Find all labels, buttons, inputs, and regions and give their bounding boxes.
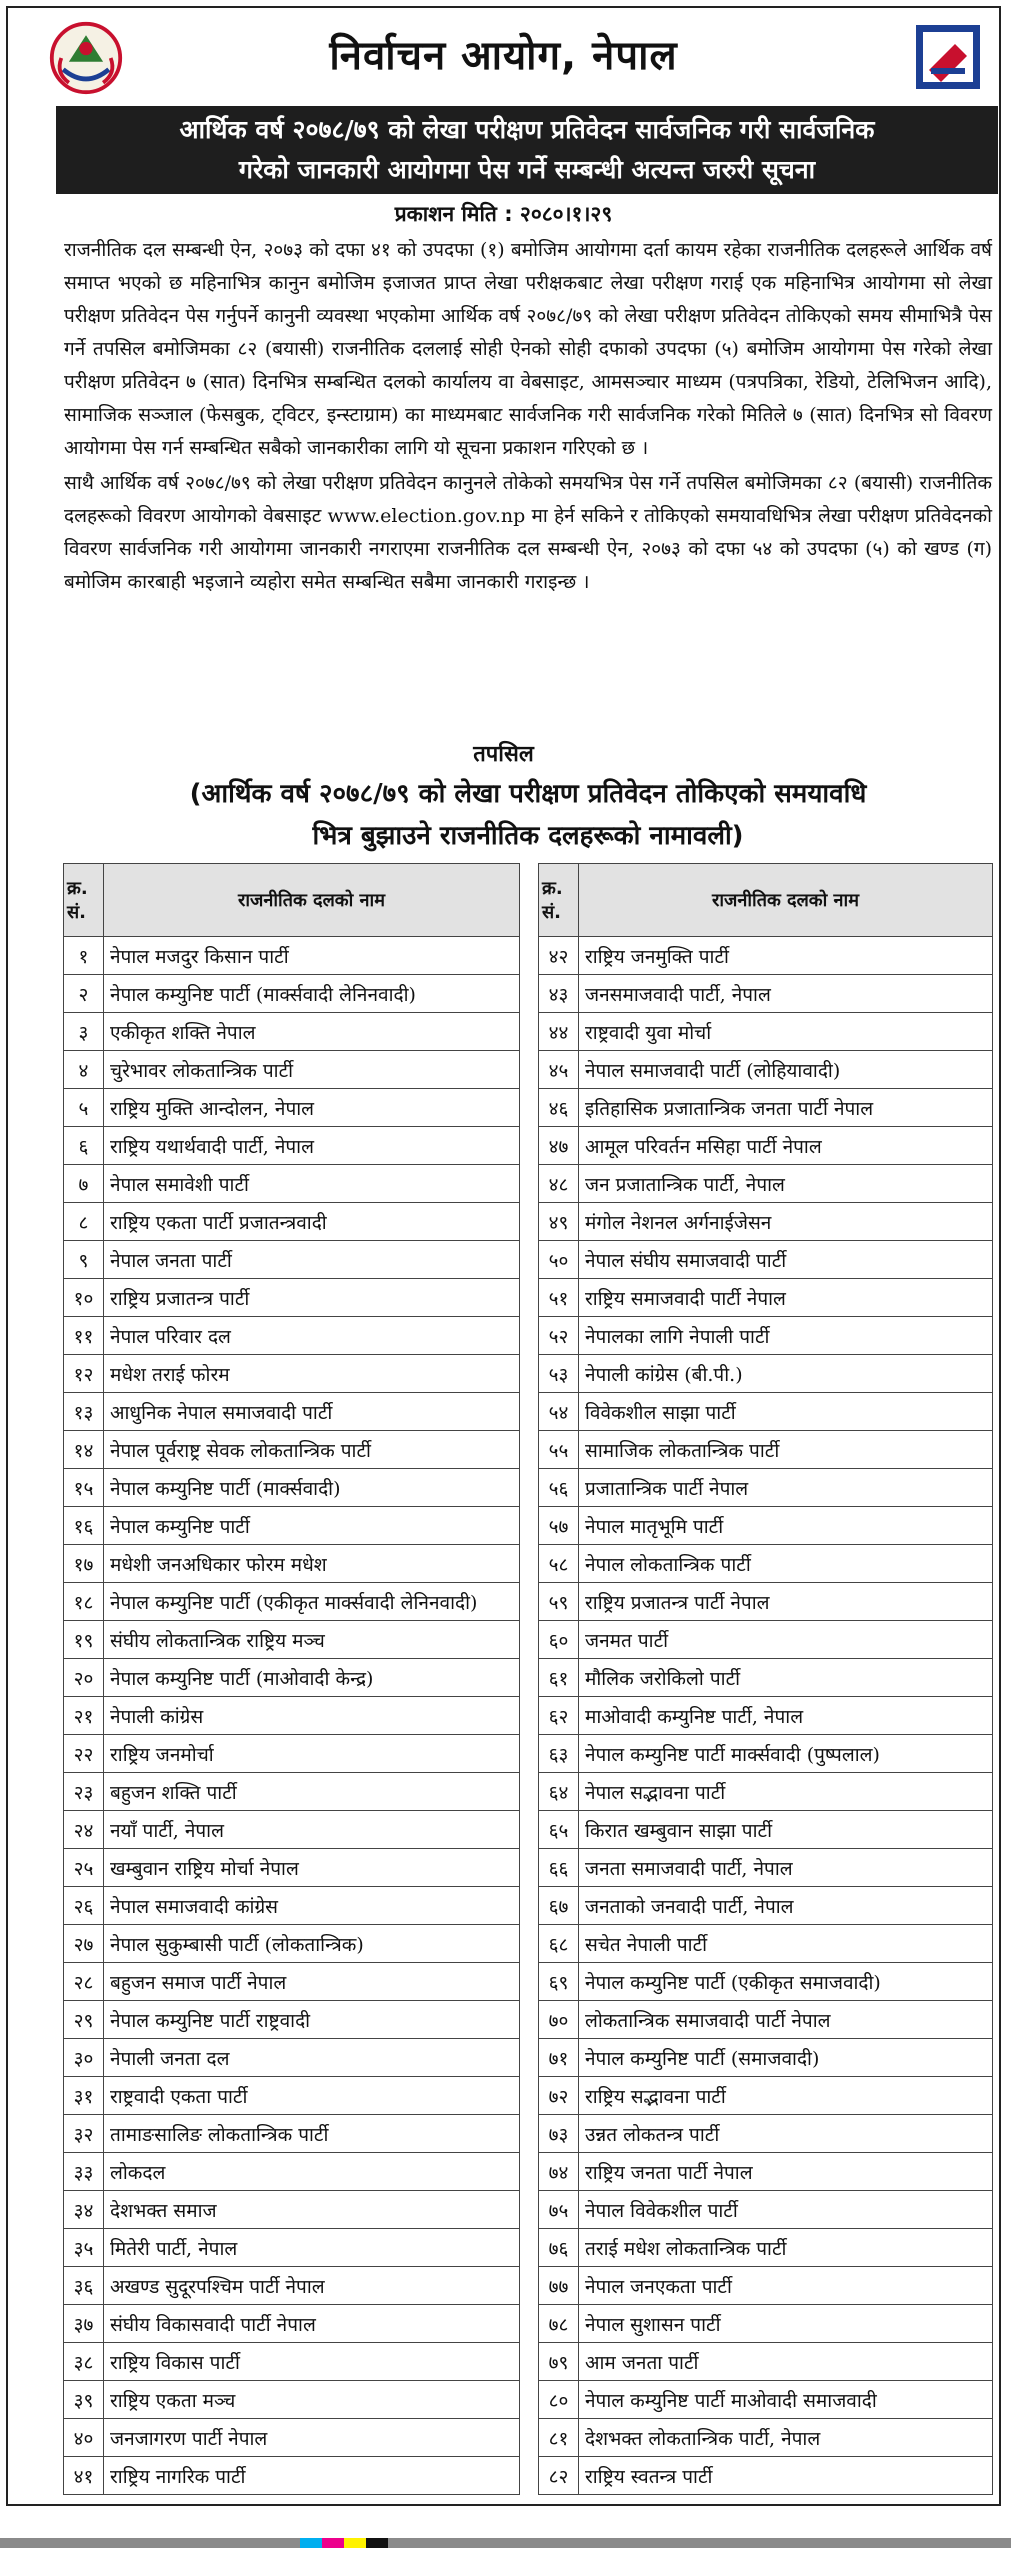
party-name: तराई मधेश लोकतान्त्रिक पार्टी (579, 2229, 993, 2267)
row-serial-number: ६० (539, 1621, 579, 1659)
row-serial-number: १८ (64, 1583, 104, 1621)
party-name: नेपाल लोकतान्त्रिक पार्टी (579, 1545, 993, 1583)
party-name: नेपाल समाजवादी कांग्रेस (104, 1887, 520, 1925)
table-row (539, 1887, 993, 1925)
row-serial-number: ३३ (64, 2153, 104, 2191)
table-row (64, 1735, 520, 1773)
row-serial-number: ६६ (539, 1849, 579, 1887)
table-row (539, 2229, 993, 2267)
row-serial-number: ३ (64, 1013, 104, 1051)
row-serial-number: ६८ (539, 1925, 579, 1963)
table-row (64, 1355, 520, 1393)
row-serial-number: ७७ (539, 2267, 579, 2305)
table-row (64, 1089, 520, 1127)
row-serial-number: ४ (64, 1051, 104, 1089)
party-name: लोकतान्त्रिक समाजवादी पार्टी नेपाल (579, 2001, 993, 2039)
banner-line-2: गरेको जानकारी आयोगमा पेस गर्ने सम्बन्धी अत्यन्त जरुरी सूचना (238, 155, 816, 184)
row-serial-number: १ (64, 937, 104, 975)
party-name: चुरेभावर लोकतान्त्रिक पार्टी (104, 1051, 520, 1089)
table-row (64, 1811, 520, 1849)
row-serial-number: ६ (64, 1127, 104, 1165)
banner-line-1: आर्थिक वर्ष २०७८/७९ को लेखा परीक्षण प्रतिवेदन सार्वजनिक गरी सार्वजनिक (179, 115, 875, 144)
table-row (64, 2267, 520, 2305)
party-name: नेपाल पूर्वराष्ट्र सेवक लोकतान्त्रिक पार्टी (104, 1431, 520, 1469)
row-serial-number: ६१ (539, 1659, 579, 1697)
table-row (539, 1355, 993, 1393)
party-name: जनसमाजवादी पार्टी, नेपाल (579, 975, 993, 1013)
party-name: राष्ट्रिय नागरिक पार्टी (104, 2457, 520, 2495)
party-name: नेपालका लागि नेपाली पार्टी (579, 1317, 993, 1355)
party-name: देशभक्त समाज (104, 2191, 520, 2229)
row-serial-number: ५१ (539, 1279, 579, 1317)
table-row (539, 1279, 993, 1317)
party-name: मंगोल नेशनल अर्गनाईजेसन (579, 1203, 993, 1241)
party-name: नेपाल सुशासन पार्टी (579, 2305, 993, 2343)
party-table-left-body (64, 937, 520, 2495)
table-row (64, 1545, 520, 1583)
table-row (539, 1051, 993, 1089)
table-row (539, 1773, 993, 1811)
row-serial-number: २५ (64, 1849, 104, 1887)
row-serial-number: ४६ (539, 1089, 579, 1127)
schedule-label: तपसिल (473, 742, 534, 767)
party-name: राष्ट्रिय प्रजातन्त्र पार्टी (104, 1279, 520, 1317)
table-row (64, 1849, 520, 1887)
party-name: नेपाल कम्युनिष्ट पार्टी (104, 1507, 520, 1545)
row-serial-number: ७६ (539, 2229, 579, 2267)
table-row (64, 1431, 520, 1469)
row-serial-number: १७ (64, 1545, 104, 1583)
table-row (539, 1089, 993, 1127)
party-name: नेपाल संघीय समाजवादी पार्टी (579, 1241, 993, 1279)
table-row (539, 1925, 993, 1963)
table-row (539, 2267, 993, 2305)
col-header-sn (64, 864, 104, 937)
row-serial-number: २ (64, 975, 104, 1013)
party-name: आधुनिक नेपाल समाजवादी पार्टी (104, 1393, 520, 1431)
table-row (539, 2039, 993, 2077)
party-name: नेपाल कम्युनिष्ट पार्टी (मार्क्सवादी लेनिनवादी) (104, 975, 520, 1013)
party-name: मितेरी पार्टी, नेपाल (104, 2229, 520, 2267)
row-serial-number: १६ (64, 1507, 104, 1545)
party-name: नेपाल कम्युनिष्ट पार्टी मार्क्सवादी (पुष्पलाल) (579, 1735, 993, 1773)
party-name: जनजागरण पार्टी नेपाल (104, 2419, 520, 2457)
row-serial-number: ५४ (539, 1393, 579, 1431)
table-row (64, 1621, 520, 1659)
notice-frame (6, 6, 1001, 2506)
color-swatch (366, 2538, 388, 2548)
table-row (539, 1241, 993, 1279)
row-serial-number: ४० (64, 2419, 104, 2457)
party-name: प्रजातान्त्रिक पार्टी नेपाल (579, 1469, 993, 1507)
table-row (539, 2191, 993, 2229)
masthead (8, 8, 999, 106)
party-name: नेपाल विवेकशील पार्टी (579, 2191, 993, 2229)
party-name: राष्ट्रिय जनता पार्टी नेपाल (579, 2153, 993, 2191)
col-header-name: राजनीतिक दलको नाम (104, 864, 520, 937)
party-name: बहुजन समाज पार्टी नेपाल (104, 1963, 520, 2001)
table-row (64, 1013, 520, 1051)
party-name: अखण्ड सुदूरपश्चिम पार्टी नेपाल (104, 2267, 520, 2305)
table-row (64, 2457, 520, 2495)
party-name: नेपाल कम्युनिष्ट पार्टी (एकीकृत समाजवादी) (579, 1963, 993, 2001)
row-serial-number: ७३ (539, 2115, 579, 2153)
table-row (539, 1545, 993, 1583)
row-serial-number: ८० (539, 2381, 579, 2419)
table-row (64, 1963, 520, 2001)
row-serial-number: ७ (64, 1165, 104, 1203)
row-serial-number: ५० (539, 1241, 579, 1279)
table-row (539, 1583, 993, 1621)
party-name: इतिहासिक प्रजातान्त्रिक जनता पार्टी नेपाल (579, 1089, 993, 1127)
party-name: नेपाल सुकुम्बासी पार्टी (लोकतान्त्रिक) (104, 1925, 520, 1963)
party-name: मधेश तराई फोरम (104, 1355, 520, 1393)
table-row (539, 1849, 993, 1887)
color-swatch (322, 2538, 344, 2548)
party-name: राष्ट्रिय सद्भावना पार्टी (579, 2077, 993, 2115)
notice-banner (56, 106, 998, 194)
row-serial-number: ४७ (539, 1127, 579, 1165)
table-row (64, 1241, 520, 1279)
table-row (539, 1659, 993, 1697)
schedule-heading (68, 773, 988, 857)
table-row (64, 2153, 520, 2191)
party-name: किरात खम्बुवान साझा पार्टी (579, 1811, 993, 1849)
party-name: नेपाल जनता पार्टी (104, 1241, 520, 1279)
col-header-sn-line-2: सं. (542, 902, 562, 923)
party-name: नेपाल कम्युनिष्ट पार्टी माओवादी समाजवादी (579, 2381, 993, 2419)
row-serial-number: ३४ (64, 2191, 104, 2229)
table-row (64, 1393, 520, 1431)
row-serial-number: ३७ (64, 2305, 104, 2343)
table-row (539, 1811, 993, 1849)
row-serial-number: ५५ (539, 1431, 579, 1469)
party-name: मौलिक जरोकिलो पार्टी (579, 1659, 993, 1697)
party-name: नेपाली कांग्रेस (104, 1697, 520, 1735)
print-color-bar (0, 2538, 1011, 2548)
row-serial-number: १० (64, 1279, 104, 1317)
table-row (539, 937, 993, 975)
party-name: लोकदल (104, 2153, 520, 2191)
party-table-right (538, 863, 993, 2495)
party-name: राष्ट्रवादी युवा मोर्चा (579, 1013, 993, 1051)
row-serial-number: ३१ (64, 2077, 104, 2115)
table-row (539, 2115, 993, 2153)
party-name: संघीय लोकतान्त्रिक राष्ट्रिय मञ्च (104, 1621, 520, 1659)
table-row (64, 1165, 520, 1203)
row-serial-number: ५८ (539, 1545, 579, 1583)
party-name: नेपाली कांग्रेस (बी.पी.) (579, 1355, 993, 1393)
color-swatch (300, 2538, 322, 2548)
party-name: नेपाल जनएकता पार्टी (579, 2267, 993, 2305)
row-serial-number: ११ (64, 1317, 104, 1355)
party-name: जनता समाजवादी पार्टी, नेपाल (579, 1849, 993, 1887)
org-title: निर्वाचन आयोग, नेपाल (329, 33, 678, 79)
row-serial-number: २३ (64, 1773, 104, 1811)
row-serial-number: ३५ (64, 2229, 104, 2267)
row-serial-number: २२ (64, 1735, 104, 1773)
party-name: राष्ट्रिय जनमोर्चा (104, 1735, 520, 1773)
table-row (539, 1393, 993, 1431)
row-serial-number: १९ (64, 1621, 104, 1659)
row-serial-number: ५६ (539, 1469, 579, 1507)
table-row (539, 2419, 993, 2457)
party-name: राष्ट्रिय स्वतन्त्र पार्टी (579, 2457, 993, 2495)
notice-paragraph-1: राजनीतिक दल सम्बन्धी ऐन, २०७३ को दफा ४१ को उपदफा (१) बमोजिम आयोगमा दर्ता कायम रहेका राजनीतिक दलहरूले आर्थिक वर्ष समाप्त भएको छ महिनाभित्र कानुन बमोजिम इजाजत प्राप्त लेखा परीक्षकबाट लेखा परीक्षण गराई एक महिनाभित्र आयोगमा सो लेखा परीक्षण प्रतिवेदन पेस गर्नुपर्ने कानुनी व्यवस्था भएकोमा आर्थिक वर्ष २०७८/७९ को लेखा परीक्षण प्रतिवेदन तोकिएको समय सीमाभित्रै पेस गर्ने तपसिल बमोजिमका ८२ (बयासी) राजनीतिक दललाई सोही ऐनको सोही दफाको उपदफा (५) बमोजिम आयोगमा पेस गरेको लेखा परीक्षण प्रतिवेदन ७ (सात) दिनभित्र सम्बन्धित दलको कार्यालय वा वेबसाइट, आमसञ्चार माध्यम (पत्रपत्रिका, रेडियो, टेलिभिजन आदि), सामाजिक सञ्जाल (फेसबुक, ट्विटर, इन्स्टाग्राम) का माध्यमबाट सार्वजनिक गरी सार्वजनिक गरेको मितिले ७ (सात) दिनभित्र सो विवरण आयोगमा पेस गर्न सम्बन्धित सबैको जानकारीका लागि यो सूचना प्रकाशन गरिएको छ । (64, 239, 992, 459)
table-header-row (539, 864, 993, 937)
row-serial-number: ३८ (64, 2343, 104, 2381)
party-name: नेपाल समावेशी पार्टी (104, 1165, 520, 1203)
party-name: एकीकृत शक्ति नेपाल (104, 1013, 520, 1051)
table-row (64, 1507, 520, 1545)
row-serial-number: २७ (64, 1925, 104, 1963)
party-name: जनमत पार्टी (579, 1621, 993, 1659)
party-name: आमूल परिवर्तन मसिहा पार्टी नेपाल (579, 1127, 993, 1165)
table-row (539, 2457, 993, 2495)
table-row (64, 1697, 520, 1735)
table-row (64, 2343, 520, 2381)
row-serial-number: ८१ (539, 2419, 579, 2457)
party-table-right-body (539, 937, 993, 2495)
color-swatch (344, 2538, 366, 2548)
party-name: राष्ट्रिय प्रजातन्त्र पार्टी नेपाल (579, 1583, 993, 1621)
schedule-heading-line-2: भित्र बुझाउने राजनीतिक दलहरूको नामावली) (312, 821, 744, 851)
party-name: माओवादी कम्युनिष्ट पार्टी, नेपाल (579, 1697, 993, 1735)
table-row (64, 1925, 520, 1963)
table-row (64, 1127, 520, 1165)
col-header-sn (539, 864, 579, 937)
table-row (64, 2191, 520, 2229)
party-name: राष्ट्रिय एकता पार्टी प्रजातन्त्रवादी (104, 1203, 520, 1241)
row-serial-number: ७१ (539, 2039, 579, 2077)
publication-date: प्रकाशन मिति : २०८०।१।२९ (394, 202, 613, 226)
table-row (64, 1279, 520, 1317)
col-header-name: राजनीतिक दलको नाम (579, 864, 993, 937)
table-row (539, 975, 993, 1013)
row-serial-number: ५७ (539, 1507, 579, 1545)
notice-body (64, 234, 992, 601)
row-serial-number: ६२ (539, 1697, 579, 1735)
col-header-sn-line-1: क्र. (542, 878, 563, 899)
schedule-heading-line-1: (आर्थिक वर्ष २०७८/७९ को लेखा परीक्षण प्रतिवेदन तोकिएको समयावधि (189, 779, 867, 809)
party-name: राष्ट्रिय मुक्ति आन्दोलन, नेपाल (104, 1089, 520, 1127)
table-row (539, 1127, 993, 1165)
party-name: विवेकशील साझा पार्टी (579, 1393, 993, 1431)
party-name: नेपाल कम्युनिष्ट पार्टी (माओवादी केन्द्र) (104, 1659, 520, 1697)
table-row (539, 1165, 993, 1203)
party-name: राष्ट्रिय यथार्थवादी पार्टी, नेपाल (104, 1127, 520, 1165)
table-row (539, 2343, 993, 2381)
row-serial-number: १४ (64, 1431, 104, 1469)
table-row (64, 2115, 520, 2153)
table-row (539, 2153, 993, 2191)
row-serial-number: १५ (64, 1469, 104, 1507)
row-serial-number: ६५ (539, 1811, 579, 1849)
party-name: जन प्रजातान्त्रिक पार्टी, नेपाल (579, 1165, 993, 1203)
table-row (64, 1583, 520, 1621)
table-row (64, 975, 520, 1013)
table-row (539, 2381, 993, 2419)
party-name: राष्ट्रवादी एकता पार्टी (104, 2077, 520, 2115)
party-name: नेपाल परिवार दल (104, 1317, 520, 1355)
party-name: बहुजन शक्ति पार्टी (104, 1773, 520, 1811)
table-row (539, 1963, 993, 2001)
table-row (539, 2305, 993, 2343)
election-commission-logo-icon (915, 24, 981, 90)
row-serial-number: २१ (64, 1697, 104, 1735)
party-name: सचेत नेपाली पार्टी (579, 1925, 993, 1963)
party-name: नेपाल कम्युनिष्ट पार्टी (एकीकृत मार्क्सवादी लेनिनवादी) (104, 1583, 520, 1621)
table-row (64, 1469, 520, 1507)
party-name: नेपाल मजदुर किसान पार्टी (104, 937, 520, 975)
row-serial-number: ४९ (539, 1203, 579, 1241)
row-serial-number: ९ (64, 1241, 104, 1279)
col-header-sn-line-2: सं. (67, 902, 87, 923)
row-serial-number: ७५ (539, 2191, 579, 2229)
row-serial-number: ४८ (539, 1165, 579, 1203)
row-serial-number: ४१ (64, 2457, 104, 2495)
table-row (539, 2001, 993, 2039)
row-serial-number: १३ (64, 1393, 104, 1431)
row-serial-number: २६ (64, 1887, 104, 1925)
table-row (64, 2001, 520, 2039)
table-row (64, 1051, 520, 1089)
table-row (539, 2077, 993, 2115)
party-name: मधेशी जनअधिकार फोरम मधेश (104, 1545, 520, 1583)
row-serial-number: ३६ (64, 2267, 104, 2305)
party-name: नेपाल कम्युनिष्ट पार्टी (समाजवादी) (579, 2039, 993, 2077)
row-serial-number: २८ (64, 1963, 104, 2001)
table-row (539, 1317, 993, 1355)
table-row (64, 1317, 520, 1355)
table-row (64, 1773, 520, 1811)
row-serial-number: ८ (64, 1203, 104, 1241)
table-row (64, 2039, 520, 2077)
row-serial-number: ४४ (539, 1013, 579, 1051)
table-row (64, 1659, 520, 1697)
row-serial-number: ३९ (64, 2381, 104, 2419)
party-name: आम जनता पार्टी (579, 2343, 993, 2381)
table-row (64, 2305, 520, 2343)
row-serial-number: ७० (539, 2001, 579, 2039)
notice-paragraph-2: साथै आर्थिक वर्ष २०७८/७९ को लेखा परीक्षण प्रतिवेदन कानुनले तोकेको समयभित्र पेस गर्ने तपसिल बमोजिमका ८२ (बयासी) राजनीतिक दलहरूको विवरण आयोगको वेबसाइट www.election.gov.np मा हेर्न सकिने र तोकिएको समयावधिभित्र लेखा परीक्षण प्रतिवेदनको विवरण सार्वजनिक गरी आयोगमा जानकारी नगराएमा राजनीतिक दल सम्बन्धी ऐन, २०७३ को दफा ५४ को उपदफा (५) को खण्ड (ग) बमोजिम कारबाही भइजाने व्यहोरा समेत सम्बन्धित सबैमा जानकारी गराइन्छ । (64, 472, 992, 593)
table-row (64, 1203, 520, 1241)
row-serial-number: ३० (64, 2039, 104, 2077)
party-name: नेपाल समाजवादी पार्टी (लोहियावादी) (579, 1051, 993, 1089)
row-serial-number: ३२ (64, 2115, 104, 2153)
table-row (64, 1887, 520, 1925)
col-header-sn-line-1: क्र. (67, 878, 88, 899)
table-row (64, 2077, 520, 2115)
table-header-row (64, 864, 520, 937)
party-name: नेपाल मातृभूमि पार्टी (579, 1507, 993, 1545)
party-name: सामाजिक लोकतान्त्रिक पार्टी (579, 1431, 993, 1469)
party-name: जनताको जनवादी पार्टी, नेपाल (579, 1887, 993, 1925)
party-name: नेपाल सद्भावना पार्टी (579, 1773, 993, 1811)
row-serial-number: ४३ (539, 975, 579, 1013)
row-serial-number: ६९ (539, 1963, 579, 2001)
row-serial-number: १२ (64, 1355, 104, 1393)
party-name: देशभक्त लोकतान्त्रिक पार्टी, नेपाल (579, 2419, 993, 2457)
table-row (64, 2229, 520, 2267)
table-row (64, 937, 520, 975)
party-name: राष्ट्रिय समाजवादी पार्टी नेपाल (579, 1279, 993, 1317)
table-row (539, 1507, 993, 1545)
table-row (539, 1013, 993, 1051)
table-row (539, 1203, 993, 1241)
row-serial-number: ६३ (539, 1735, 579, 1773)
party-name: नयाँ पार्टी, नेपाल (104, 1811, 520, 1849)
row-serial-number: ४५ (539, 1051, 579, 1089)
row-serial-number: ५९ (539, 1583, 579, 1621)
row-serial-number: ७९ (539, 2343, 579, 2381)
party-name: नेपाल कम्युनिष्ट पार्टी (मार्क्सवादी) (104, 1469, 520, 1507)
row-serial-number: ४२ (539, 937, 579, 975)
table-row (64, 2381, 520, 2419)
row-serial-number: ५ (64, 1089, 104, 1127)
party-name: राष्ट्रिय विकास पार्टी (104, 2343, 520, 2381)
party-name: नेपाली जनता दल (104, 2039, 520, 2077)
row-serial-number: ६७ (539, 1887, 579, 1925)
row-serial-number: ५२ (539, 1317, 579, 1355)
row-serial-number: ७२ (539, 2077, 579, 2115)
row-serial-number: २९ (64, 2001, 104, 2039)
table-row (539, 1621, 993, 1659)
table-row (539, 1735, 993, 1773)
party-name: नेपाल कम्युनिष्ट पार्टी राष्ट्रवादी (104, 2001, 520, 2039)
party-name: उन्नत लोकतन्त्र पार्टी (579, 2115, 993, 2153)
table-row (539, 1431, 993, 1469)
party-name: खम्बुवान राष्ट्रिय मोर्चा नेपाल (104, 1849, 520, 1887)
table-row (539, 1469, 993, 1507)
row-serial-number: ५३ (539, 1355, 579, 1393)
row-serial-number: २४ (64, 1811, 104, 1849)
row-serial-number: ७४ (539, 2153, 579, 2191)
table-row (64, 2419, 520, 2457)
row-serial-number: ६४ (539, 1773, 579, 1811)
row-serial-number: ८२ (539, 2457, 579, 2495)
party-name: संघीय विकासवादी पार्टी नेपाल (104, 2305, 520, 2343)
table-row (539, 1697, 993, 1735)
row-serial-number: ७८ (539, 2305, 579, 2343)
party-name: राष्ट्रिय जनमुक्ति पार्टी (579, 937, 993, 975)
row-serial-number: २० (64, 1659, 104, 1697)
party-table-left (63, 863, 520, 2495)
party-name: तामाङसालिङ लोकतान्त्रिक पार्टी (104, 2115, 520, 2153)
party-name: राष्ट्रिय एकता मञ्च (104, 2381, 520, 2419)
